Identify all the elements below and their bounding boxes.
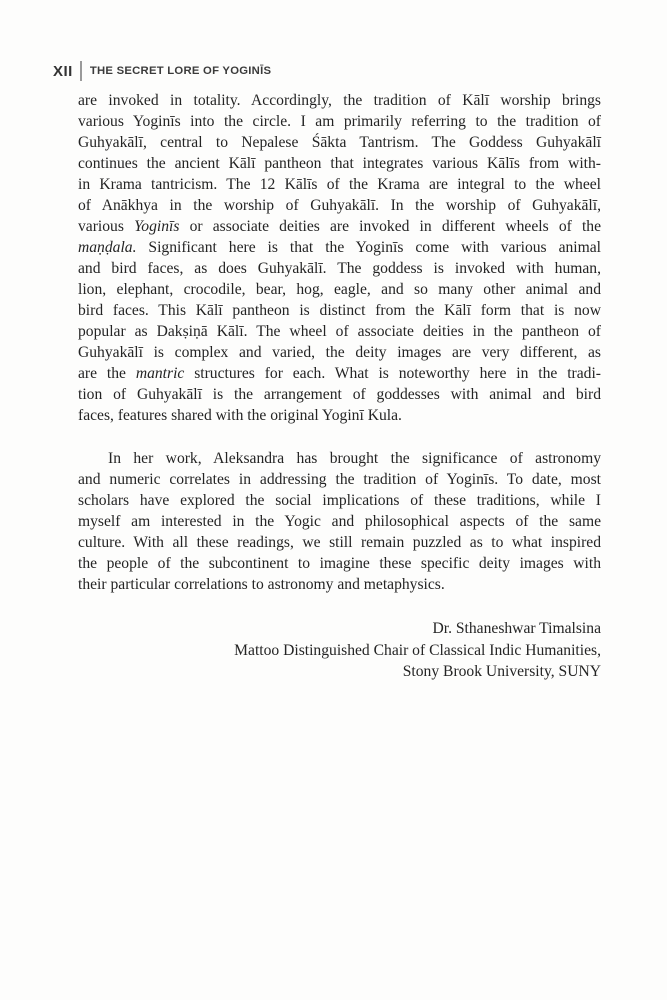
text-line: various Yoginīs or associate deities are invoked in different wheels of the	[78, 218, 602, 235]
paragraph	[78, 448, 601, 595]
text-line: in Krama tantricism. The 12 Kālīs of the Krama are integral to the wheel	[78, 176, 601, 193]
paragraph	[78, 90, 601, 426]
italic-text: Yoginīs	[134, 218, 180, 235]
text-line: are invoked in totality. Accordingly, the tradition of Kālī worship brings	[78, 92, 601, 109]
header-divider	[80, 61, 82, 81]
text-line: tion of Guhyakālī is the arrangement of goddesses with animal and bird	[78, 386, 601, 403]
text-line: faces, features shared with the original Yoginī Kula.	[78, 407, 402, 424]
paragraphs-container	[78, 90, 601, 595]
text-line: maṇḍala. Significant here is that the Yoginīs come with various animal	[78, 239, 601, 256]
text-line: popular as Dakṣiṇā Kālī. The wheel of associate deities in the pantheon of	[78, 323, 601, 340]
signature-line-university: Stony Brook University, SUNY	[402, 663, 601, 680]
text-line: are the mantric structures for each. What is noteworthy here in the tradi-	[78, 365, 601, 382]
text-line: and bird faces, as does Guhyakālī. The goddess is invoked with human,	[78, 260, 601, 277]
italic-text: maṇḍala.	[78, 239, 137, 256]
text-line: the people of the subcontinent to imagine these specific deity images with	[78, 555, 601, 572]
page-header	[53, 61, 271, 81]
text-line: Guhyakālī is complex and varied, the deity images are very different, as	[78, 344, 601, 361]
signature-block	[78, 618, 601, 683]
signature-line-name: Dr. Sthaneshwar Timalsina	[432, 620, 601, 637]
text-line: In her work, Aleksandra has brought the significance of astronomy	[108, 450, 601, 467]
running-title: THE SECRET LORE OF YOGINĪS	[89, 65, 272, 77]
text-line: bird faces. This Kālī pantheon is distinct from the Kālī form that is now	[78, 302, 601, 319]
text-line: continues the ancient Kālī pantheon that integrates various Kālīs from with-	[78, 155, 601, 172]
italic-text: mantric	[135, 365, 185, 382]
text-line: lion, elephant, crocodile, bear, hog, eagle, and so many other animal and	[78, 281, 601, 298]
page-number: XII	[53, 62, 73, 80]
text-line: culture. With all these readings, we still remain puzzled as to what inspired	[78, 534, 601, 551]
signature-line-chair: Mattoo Distinguished Chair of Classical Indic Humanities,	[234, 641, 601, 659]
text-line: and numeric correlates in addressing the tradition of Yoginīs. To date, most	[78, 471, 601, 488]
text-line: of Anākhya in the worship of Guhyakālī. In the worship of Guhyakālī,	[78, 197, 601, 214]
text-line: scholars have explored the social implications of these traditions, while I	[78, 492, 601, 509]
text-line: their particular correlations to astronomy and metaphysics.	[78, 576, 445, 593]
body-text	[78, 90, 601, 683]
text-line: various Yoginīs into the circle. I am primarily referring to the tradition of	[78, 113, 601, 130]
text-line: myself am interested in the Yogic and philosophical aspects of the same	[78, 513, 601, 530]
text-line: Guhyakālī, central to Nepalese Śākta Tantrism. The Goddess Guhyakālī	[78, 134, 601, 151]
